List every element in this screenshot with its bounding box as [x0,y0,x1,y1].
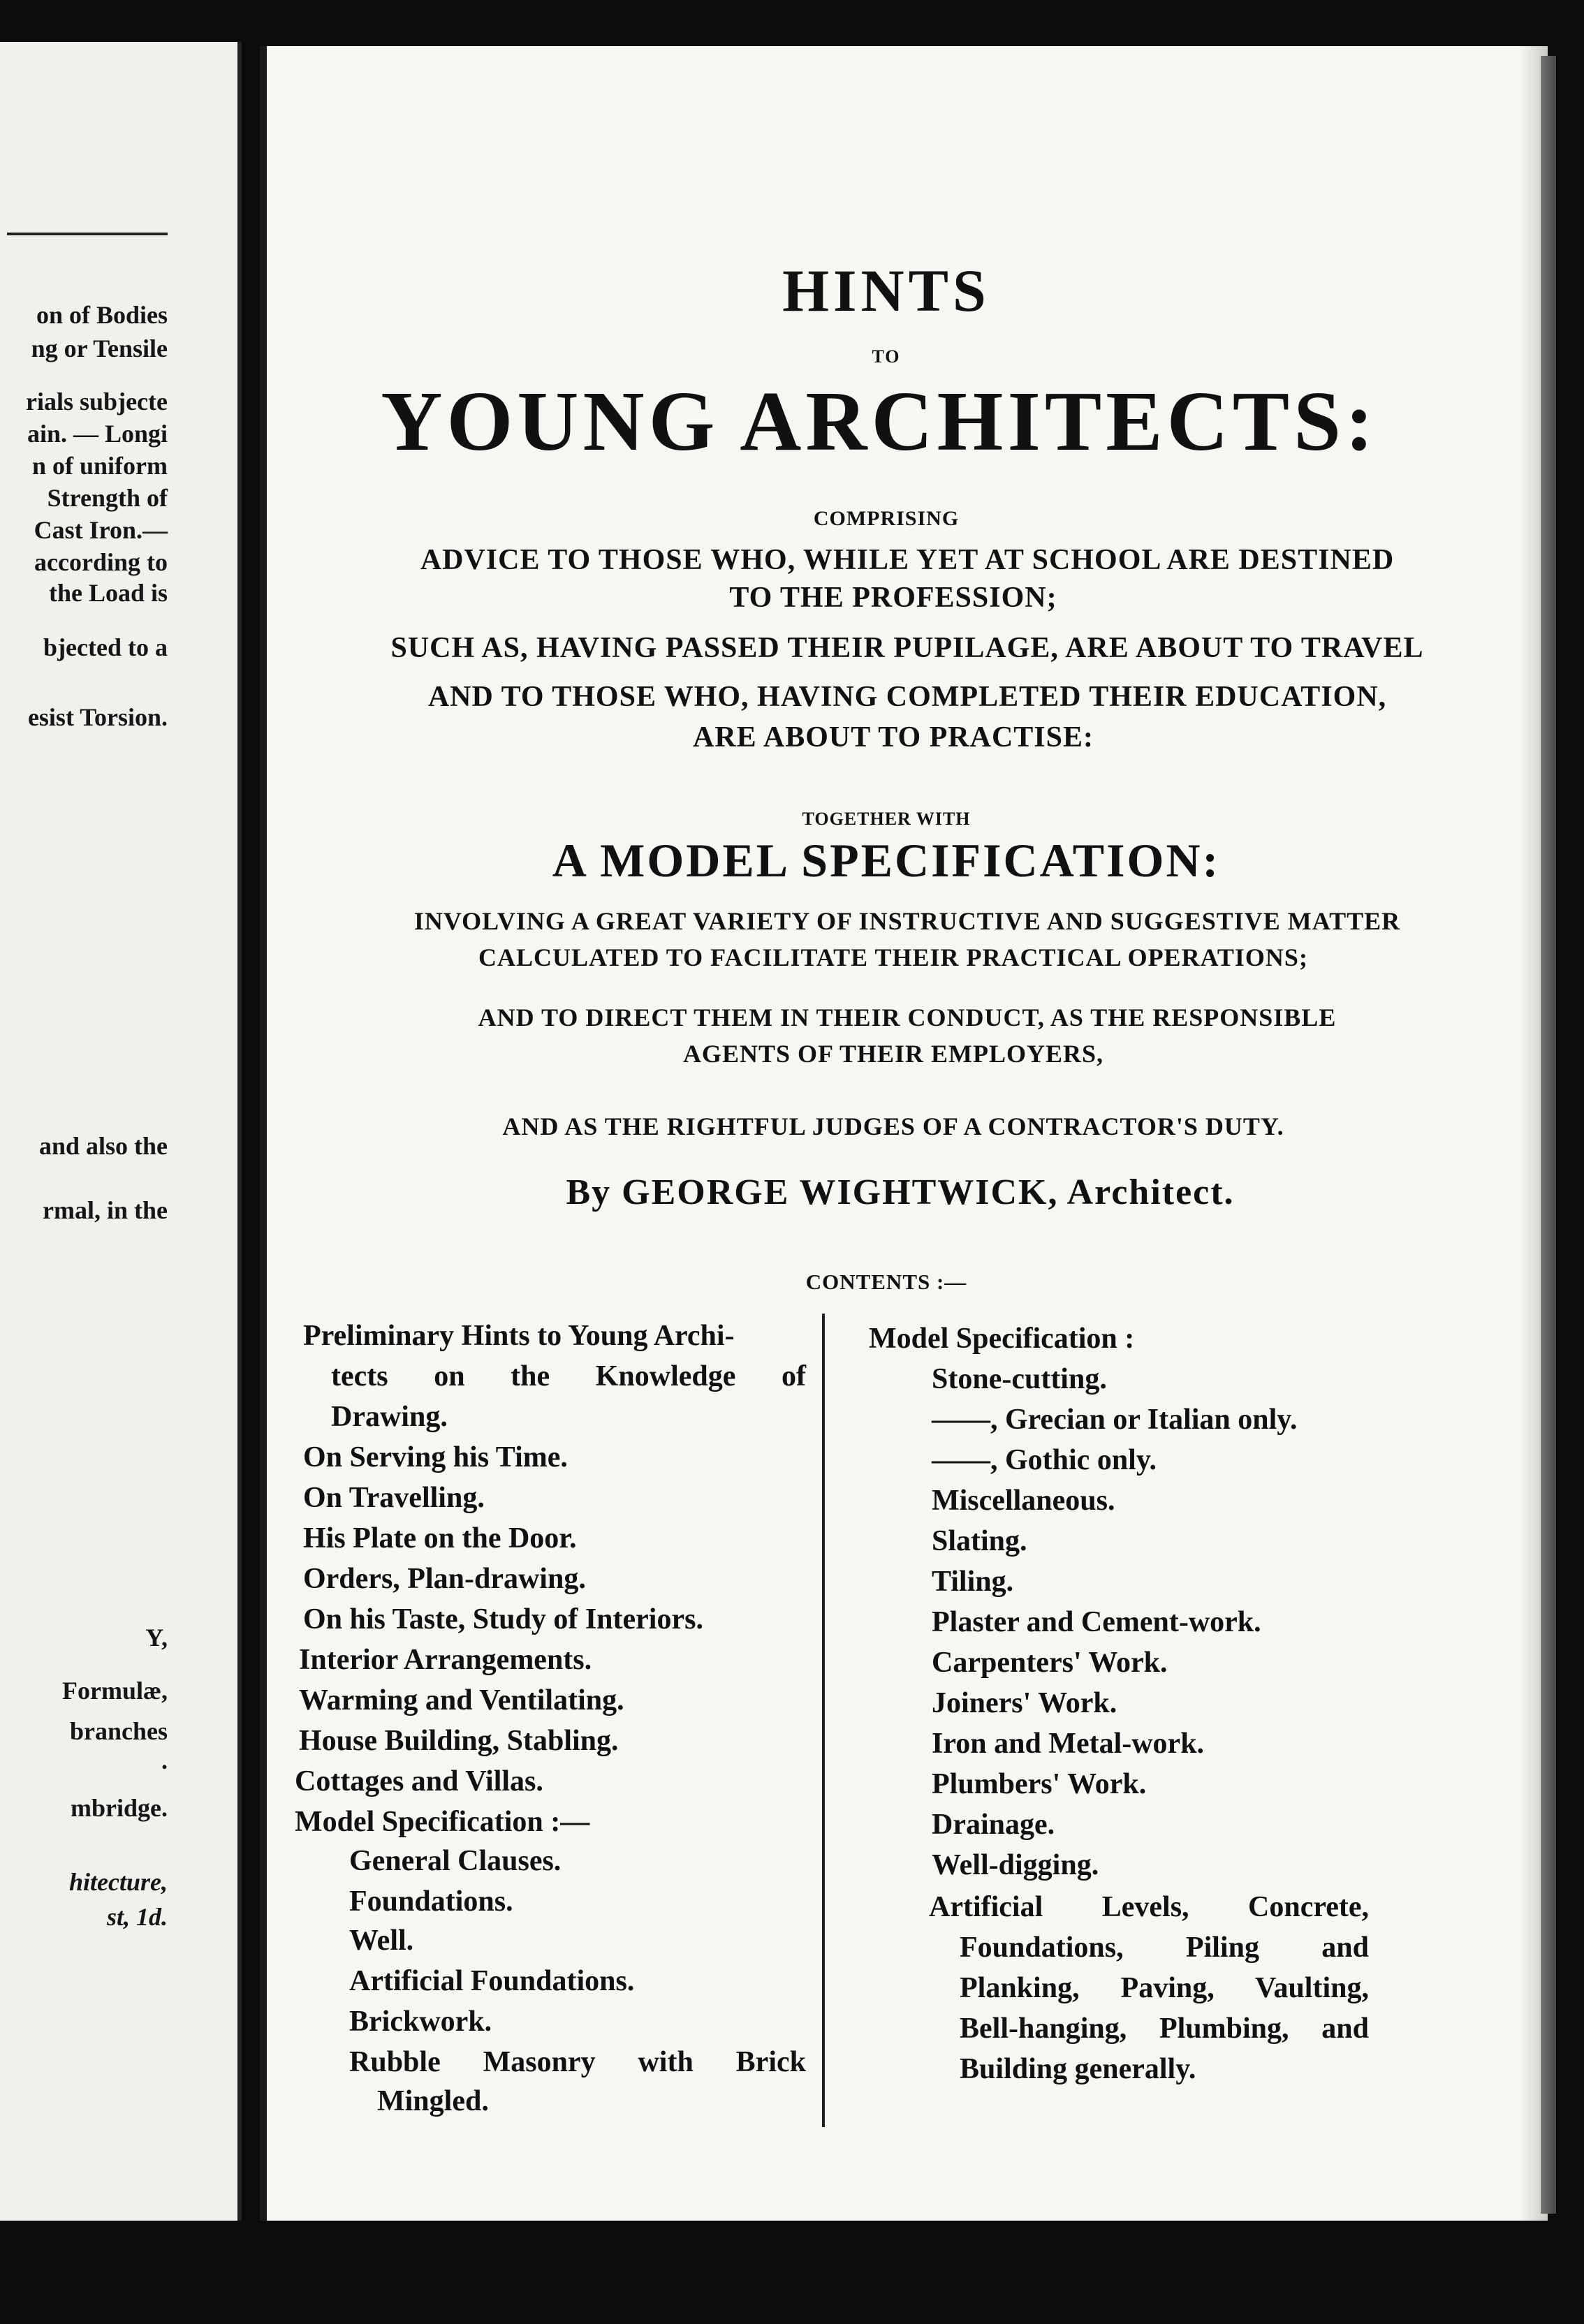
contents-right-item: ——, Gothic only. [932,1444,1157,1476]
specification-description-line: AND TO DIRECT THEM IN THEIR CONDUCT, AS THE RESPONSIBLE [478,1003,1337,1031]
contents-left-item: Artificial Foundations. [349,1965,635,1997]
left-page-line: Cast Iron.— [34,516,168,544]
contents-left-item: Drawing. [331,1401,448,1433]
contents-left-item: On Serving his Time. [303,1441,568,1473]
contents-right-item: Plaster and Cement-work. [932,1606,1261,1638]
contents-right-item: Drainage. [932,1809,1055,1841]
specification-description-line: AND AS THE RIGHTFUL JUDGES OF A CONTRACTOR'S DUTY. [502,1112,1284,1140]
contents-right-item: Plumbers' Work. [932,1768,1147,1800]
contents-left-item: On Travelling. [303,1482,485,1514]
left-page-line: Strength of [47,484,168,512]
left-page-line: Formulæ, [62,1677,168,1705]
description-line: TO THE PROFESSION; [729,582,1057,614]
contents-left-item: Orders, Plan-drawing. [303,1563,586,1595]
contents-right-item: Joiners' Work. [932,1687,1117,1719]
left-page-line: n of uniform [31,452,168,480]
contents-right-item: Tiling. [932,1566,1014,1598]
comprising-label: COMPRISING [813,507,960,530]
contents-left-item: Brickwork. [349,2006,492,2038]
contents-left-item: Model Specification :— [295,1806,590,1838]
left-page-line: ng or Tensile [31,334,168,362]
contents-right-item: Well-digging. [932,1849,1099,1881]
contents-left-item [303,1316,806,1356]
description-line: SUCH AS, HAVING PASSED THEIR PUPILAGE, ARE ABOUT TO TRAVEL [390,632,1424,664]
contents-right-item: Miscellaneous. [932,1485,1115,1517]
together-with-label: TOGETHER WITH [802,809,971,829]
model-specification-title: A MODEL SPECIFICATION: [552,834,1221,887]
title-to: TO [872,346,901,367]
specification-description-line: AGENTS OF THEIR EMPLOYERS, [682,1040,1104,1068]
contents-left-item: On his Taste, Study of Interiors. [303,1603,703,1635]
contents-left-item: House Building, Stabling. [299,1725,619,1757]
contents-right-item: Artificial Levels, Concrete, [929,1891,1369,1923]
left-page-line: and also the [38,1132,168,1160]
left-page-rule [7,233,168,235]
left-page-line: branches [69,1717,168,1745]
contents-left-item: Warming and Ventilating. [299,1684,624,1716]
left-facing-page [0,42,242,2221]
title-page [260,46,1548,2221]
specification-description-line: INVOLVING A GREAT VARIETY OF INSTRUCTIVE AND SUGGESTIVE MATTER [413,907,1401,935]
left-page-line: esist Torsion. [27,703,168,731]
contents-column-divider [822,1314,825,2127]
contents-right-item: Iron and Metal-work. [932,1728,1205,1760]
contents-right-item: Model Specification : [869,1323,1135,1355]
description-line: ARE ABOUT TO PRACTISE: [693,721,1094,753]
contents-left-item: Rubble Masonry with Brick [349,2046,806,2078]
book-edge [1541,56,1556,2214]
left-page-line: rmal, in the [43,1196,168,1224]
left-page-line: the Load is [48,579,168,607]
left-page-line: on of Bodies [36,301,168,329]
left-page-line: . [161,1746,168,1774]
contents-left-item: tects on the Knowledge of [331,1360,806,1392]
contents-right-item: ——, Grecian or Italian only. [932,1404,1298,1436]
left-page-line: bjected to a [43,633,168,661]
contents-left-item: General Clauses. [349,1845,562,1877]
contents-left-item: Foundations. [349,1885,513,1918]
left-page-line: Y, [145,1624,168,1652]
contents-right-item: Carpenters' Work. [932,1647,1168,1679]
contents-right-item: Planking, Paving, Vaulting, [960,1972,1369,2004]
contents-right-item: Building generally. [960,2053,1196,2085]
contents-heading: CONTENTS :— [805,1270,967,1294]
author-byline: By GEORGE WIGHTWICK, Architect. [566,1172,1235,1212]
title-hints: HINTS [782,257,990,324]
left-page-line: st, 1d. [106,1903,168,1931]
contents-right-item: Stone-cutting. [932,1363,1107,1395]
contents-left-item: Well. [349,1925,414,1957]
contents-left-item: Mingled. [377,2085,489,2117]
contents-right-item: Slating. [932,1525,1027,1557]
description-line: AND TO THOSE WHO, HAVING COMPLETED THEIR EDUCATION, [427,681,1387,713]
description-line: ADVICE TO THOSE WHO, WHILE YET AT SCHOOL ARE DESTINED [420,544,1395,576]
page-title: YOUNG ARCHITECTS: [381,374,1378,469]
contents-right-item: Foundations, Piling and [960,1932,1369,1964]
left-page-line: ain. — Longi [27,420,168,448]
left-page-line: rials subjecte [26,388,168,415]
contents-left-item: Interior Arrangements. [299,1644,592,1676]
left-page-line: according to [34,548,168,576]
left-page-line: hitecture, [69,1868,168,1896]
contents-left-item-text: Preliminary Hints to Young Archi- [303,1320,735,1352]
contents-left-item: His Plate on the Door. [303,1522,577,1554]
specification-description-line: CALCULATED TO FACILITATE THEIR PRACTICAL OPERATIONS; [478,943,1308,971]
contents-right-item: Bell-hanging, Plumbing, and [960,2013,1369,2045]
contents-left-item: Cottages and Villas. [295,1765,543,1797]
left-page-line: mbridge. [71,1794,168,1822]
